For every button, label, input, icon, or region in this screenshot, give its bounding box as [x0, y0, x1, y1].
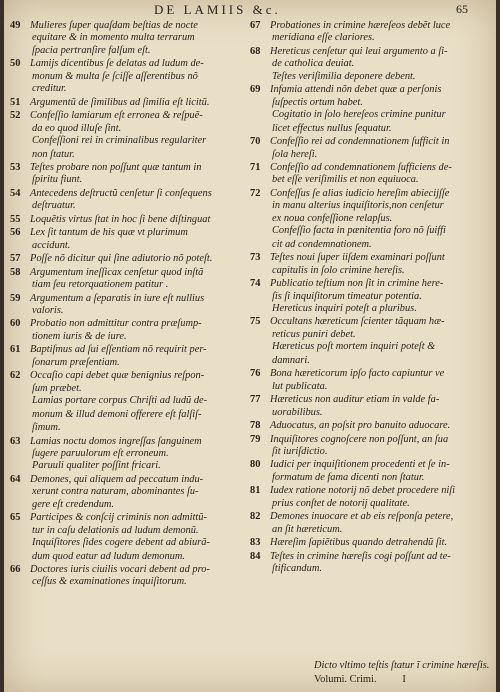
entry-text: Publicatio teſtium non ſit in crimine here- [270, 278, 444, 290]
entry-text: Hæreticus non auditur etiam in valde fa- [270, 394, 440, 406]
index-entry [10, 253, 240, 265]
index-entry [10, 344, 240, 369]
entry-number: 50 [10, 58, 21, 70]
index-entry [10, 436, 240, 473]
sub-entry-line: Confeſſio facta in pænitentia foro nõ ſuiffi [272, 225, 446, 237]
entry-number: 55 [10, 213, 21, 225]
entry-line [250, 265, 482, 277]
entry-text: Confeſſio ad condemnationem ſufficiens de- [270, 161, 452, 173]
entry-text: ſpiritu fiunt. [32, 174, 83, 186]
entry-line [250, 174, 482, 186]
index-entry [250, 252, 482, 277]
entry-line [10, 525, 240, 537]
entry-text: ſola hereſi. [272, 148, 318, 160]
sub-entry-line: dum quod eatur ad ludum demonum. [32, 550, 185, 562]
entry-text: equitare & in momento multa terrarum [32, 32, 195, 44]
entry-line [10, 110, 240, 122]
entry-line [250, 316, 482, 328]
entry-number: 70 [250, 136, 261, 148]
entry-text: Bona hæreticorum ipſo facto capiuntur ve [270, 368, 445, 380]
index-entry [10, 370, 240, 434]
entry-number: 59 [10, 292, 21, 304]
entry-number: 64 [10, 473, 21, 485]
entry-text: Baptiſmus ad ſui eſſentiam nõ requirit per- [30, 344, 207, 356]
entry-text: Lex ſit tantum de his quæ vt plurimum [30, 227, 188, 239]
entry-text: in manu alterius inquiſitoris,non cenſetur [272, 200, 444, 212]
entry-number: 77 [250, 394, 261, 406]
signature-line [314, 674, 494, 685]
entry-text: Inquiſitores cognoſcere non poſſunt, an ſua [270, 433, 449, 445]
index-entry [250, 394, 482, 419]
entry-line [250, 97, 482, 109]
entry-text: ſit iuriſdictio. [272, 445, 328, 457]
sub-entry-line: Confeſſioni rei in criminalibus regulariter [32, 135, 207, 147]
entry-text: ſonarum præſentiam. [32, 356, 120, 368]
entry-number: 76 [250, 368, 261, 380]
entry-number: 80 [250, 459, 261, 471]
entry-number: 58 [10, 266, 21, 278]
entry-line [250, 563, 482, 575]
index-entry [10, 110, 240, 161]
index-entry [10, 227, 240, 252]
entry-line [10, 436, 240, 448]
sub-entry-line: Cogitatio in ſolo hereſeos crimine punitur [272, 109, 446, 121]
index-entry [10, 20, 240, 57]
sub-entry-line: Hereticus inquiri poteſt a pluribus. [272, 302, 417, 314]
entry-line [10, 20, 240, 32]
entry-text: Mulieres ſuper quaſdam beſtias de nocte [30, 20, 198, 31]
entry-line [10, 357, 240, 369]
entry-number: 62 [10, 370, 21, 382]
entry-line [10, 214, 240, 226]
entry-line [10, 162, 240, 174]
index-entry [250, 551, 482, 576]
index-entry [10, 474, 240, 511]
entry-text: Teſtes in crimine hæreſis cogi poſſunt ad te- [270, 550, 451, 562]
entry-text: uorabilibus. [272, 406, 323, 418]
entry-number: 61 [10, 344, 21, 356]
entry-line [10, 45, 240, 57]
entry-text: lut publicata. [272, 380, 328, 392]
entry-line [10, 97, 240, 109]
page-number: 65 [456, 2, 468, 16]
entry-line [250, 420, 482, 432]
sub-entry-line: ſimum. [32, 422, 61, 434]
entry-number: 51 [10, 96, 21, 108]
signature-mark: Volumi. Crimi. I [314, 674, 406, 685]
entry-line [10, 279, 240, 291]
entry-number: 52 [10, 110, 21, 122]
entry-text: Participes & conſcij criminis non admittũ- [30, 512, 207, 524]
index-entry [250, 136, 482, 161]
entry-text: Demones inuocare et ab eis reſponſa petere, [270, 511, 454, 523]
catchword: Dicto vltimo teſtis ſtatur ĩ crimine hæreſis. [314, 660, 490, 671]
entry-number: 54 [10, 187, 21, 199]
sub-entry-line: Lamias portare corpus Chriſti ad ludũ de- [32, 395, 208, 407]
entry-text: Antecedens deſtructũ cenſetur ſi conſequens [30, 187, 212, 199]
entry-line [10, 267, 240, 279]
entry-text: Poſſe nõ dicitur qui ſine adiutorio nõ poteſt. [30, 253, 213, 265]
entry-number: 72 [250, 187, 261, 199]
entry-text: capitulis in ſolo crimine hereſis. [272, 264, 405, 276]
entry-text: ſuſpectis ortum habet. [272, 96, 363, 108]
entry-text: bet eſſe veriſimilis et non equiuoca. [272, 174, 419, 186]
entry-line [10, 200, 240, 212]
entry-line [10, 331, 240, 343]
sub-entry-line: cit ad condemnationem. [272, 238, 372, 250]
entry-line [10, 512, 240, 524]
entry-number: 78 [250, 420, 261, 432]
entry-text: Probationes in crimine hæreſeos debẽt luce [270, 20, 451, 31]
entry-line [250, 524, 482, 536]
entry-line [250, 446, 482, 458]
entry-line [250, 434, 482, 446]
entry-text: prius conſtet de notorij qualitate. [272, 497, 410, 509]
entry-line [250, 394, 482, 406]
entry-text: an ſit hæreticum. [272, 523, 343, 535]
entry-line [10, 32, 240, 44]
entry-text: Argumentũ de ſimilibus ad ſimilia eſt licitũ. [30, 96, 210, 108]
entry-line [10, 240, 240, 252]
index-entry [250, 46, 482, 83]
sub-entry-line: non ſtatur. [32, 148, 75, 160]
entry-text: deſtruatur. [32, 200, 76, 212]
running-title: DE LAMIIS &c. [154, 2, 281, 17]
index-entry [250, 459, 482, 484]
entry-line [250, 162, 482, 174]
entry-line [10, 253, 240, 265]
entry-number: 74 [250, 278, 261, 290]
sub-entry-line: Paruuli qualiter poſſint fricari. [32, 460, 161, 472]
entry-line [250, 407, 482, 419]
index-entry [250, 368, 482, 393]
entry-text: de catholica deuiat. [272, 58, 355, 70]
entry-text: ceſſus & examinationes inquiſitorum. [32, 576, 187, 588]
entry-text: Hæreſim ſapiẽtibus quando detrahendũ ſit. [270, 537, 448, 549]
index-entry [10, 188, 240, 213]
entry-text: Loquẽtis virtus ſtat in hoc ſi bene diſtinguat [30, 213, 211, 225]
entry-text: Hereticus cenſetur qui leui argumento a ſi- [270, 45, 448, 57]
left-column [10, 20, 240, 590]
entry-line [10, 318, 240, 330]
entry-text: Occaſio capi debet quæ benignius reſpon- [30, 370, 205, 382]
entry-number: 81 [250, 485, 261, 497]
entry-line [250, 551, 482, 563]
entry-number: 84 [250, 550, 261, 562]
entry-line [10, 370, 240, 382]
entry-text: Confeſſus ſe alias iudicio hereſim abiecijſſe [270, 187, 450, 199]
entry-line [250, 278, 482, 290]
entry-line [250, 32, 482, 44]
entry-line [250, 291, 482, 303]
entry-line [10, 576, 240, 588]
entry-number: 71 [250, 161, 261, 173]
entry-line [250, 252, 482, 264]
entry-text: formatum de fama dicenti non ſtatur. [272, 471, 425, 483]
entry-line [250, 58, 482, 70]
entry-text: ſtificandum. [272, 563, 322, 575]
entry-text: ſpacia pertranſire falſum eſt. [32, 44, 151, 56]
entry-line [250, 498, 482, 510]
entry-text: Probatio non admittitur contra præſump- [30, 318, 202, 330]
entry-number: 69 [250, 84, 261, 96]
sub-entry-line: monum & illud demoni offerere eſt falſiſ- [32, 408, 202, 420]
entry-text: tiam ſeu retorquationem patitur . [32, 279, 169, 291]
entry-line [10, 71, 240, 83]
sub-entry-line: Teſtes veriſimilia deponere debent. [272, 70, 416, 82]
entry-text: gere eſt credendum. [32, 498, 115, 510]
entry-line [10, 174, 240, 186]
entry-text: reticus puniri debet. [272, 328, 356, 340]
index-entry [10, 58, 240, 95]
entry-text: monum & multa ſe ſciſſe aſſerentibus nõ [32, 70, 198, 82]
entry-number: 65 [10, 512, 21, 524]
index-entry [10, 97, 240, 109]
entry-text: Aduocatus, an poſsit pro banuito aduocare. [270, 420, 451, 432]
book-page [4, 0, 496, 692]
entry-text: tur in caſu delationis ad ludum demonũ. [32, 524, 199, 536]
index-entry [250, 278, 482, 315]
entry-line [10, 123, 240, 135]
index-entry [250, 434, 482, 459]
entry-text: tionem iuris & de iure. [32, 330, 127, 342]
entry-number: 57 [10, 253, 21, 265]
entry-text: ex noua confeſſione relapſus. [272, 212, 393, 224]
entry-line [10, 383, 240, 395]
entry-line [250, 485, 482, 497]
entry-line [250, 188, 482, 200]
entry-line [250, 511, 482, 523]
entry-text: da eo quod illuſe ſint. [32, 122, 122, 134]
index-entry [10, 318, 240, 343]
entry-number: 67 [250, 20, 261, 31]
entry-line [10, 188, 240, 200]
entry-line [10, 83, 240, 95]
index-entry [10, 293, 240, 318]
entry-text: Confeſſio lamiarum eſt erronea & reſpuẽ- [30, 110, 203, 122]
entry-text: Lamijs dicentibus ſe delatas ad ludum de- [30, 58, 204, 70]
entry-number: 75 [250, 316, 261, 328]
index-entry [250, 511, 482, 536]
entry-text: Argumentum a ſeparatis in iure eſt nullius [30, 292, 205, 304]
index-entry [250, 84, 482, 135]
index-entry [250, 537, 482, 549]
entry-text: Doctores iuris ciuilis vocari debent ad pro- [30, 564, 210, 576]
entry-text: Demones, qui aliquem ad peccatum indu- [30, 473, 204, 485]
index-entry [250, 162, 482, 187]
entry-line [250, 20, 482, 32]
index-entry [250, 188, 482, 251]
entry-line [250, 213, 482, 225]
entry-line [250, 84, 482, 96]
entry-number: 68 [250, 45, 261, 57]
sub-entry-line: licet effectus nullus ſequatur. [272, 122, 392, 134]
entry-line [10, 227, 240, 239]
entry-line [10, 293, 240, 305]
entry-line [10, 58, 240, 70]
sub-entry-line: damnari. [272, 354, 310, 366]
entry-text: Iudex ratione notorij nõ debet procedere niſi [270, 485, 456, 497]
entry-number: 53 [10, 161, 21, 173]
entry-text: Argumentum ineſſicax cenſetur quod inſtã [30, 266, 204, 278]
sub-entry-line: Inquiſitores ſides cogere debent ad abiurã- [32, 537, 210, 549]
entry-line [10, 499, 240, 511]
right-column [250, 20, 482, 576]
entry-number: 60 [10, 318, 21, 330]
entry-line [250, 200, 482, 212]
entry-text: ſugere paruulorum eſt erroneum. [32, 447, 169, 459]
entry-text: accidunt. [32, 239, 71, 251]
index-entry [250, 20, 482, 45]
entry-line [10, 344, 240, 356]
entry-line [10, 448, 240, 460]
page-header [4, 2, 496, 18]
entry-text: meridiana eſſe clariores. [272, 32, 375, 44]
index-entry [250, 316, 482, 367]
entry-text: ſis ſi inquiſitorum timeatur potentia. [272, 290, 422, 302]
index-entry [10, 214, 240, 226]
entry-line [250, 149, 482, 161]
entry-text: Iudici per inquiſitionem procedenti et ſe in- [270, 459, 450, 471]
entry-line [250, 368, 482, 380]
entry-text: Lamias noctu domos ingreſſas ſanguinem [30, 435, 202, 447]
index-entry [10, 564, 240, 589]
entry-line [250, 136, 482, 148]
entry-text: xerunt contra naturam, abominantes ſu- [32, 486, 199, 498]
entry-line [250, 537, 482, 549]
entry-line [250, 472, 482, 484]
entry-text: Confeſſio rei ad condemnationem ſufficit in [270, 136, 450, 148]
entry-text: valoris. [32, 304, 64, 316]
entry-number: 49 [10, 20, 21, 31]
entry-number: 63 [10, 435, 21, 447]
entry-text: Teſtes noui ſuper iiſdem examinari poſſunt [270, 252, 445, 264]
entry-text: Teſtes probare non poſſunt quæ tantum in [30, 161, 202, 173]
entry-number: 82 [250, 511, 261, 523]
entry-line [250, 381, 482, 393]
entry-text: creditur. [32, 83, 67, 95]
sub-entry-line: Hæreticus poſt mortem inquiri poteſt & [272, 341, 436, 353]
entry-number: 73 [250, 252, 261, 264]
entry-text: Infamia attendi nõn debet quæ a perſonis [270, 84, 442, 96]
entry-line [250, 459, 482, 471]
entry-text: Occultans hæreticum ſcienter tãquam hæ- [270, 316, 445, 328]
index-entry [10, 267, 240, 292]
entry-text: ſum præbet. [32, 382, 82, 394]
index-entry [10, 162, 240, 187]
entry-line [250, 329, 482, 341]
index-entry [250, 420, 482, 432]
entry-number: 56 [10, 227, 21, 239]
index-entry [250, 485, 482, 510]
entry-number: 79 [250, 433, 261, 445]
entry-line [10, 564, 240, 576]
entry-number: 83 [250, 537, 261, 549]
entry-line [10, 486, 240, 498]
entry-line [10, 305, 240, 317]
entry-line [250, 46, 482, 58]
index-entry [10, 512, 240, 563]
entry-number: 66 [10, 564, 21, 576]
entry-line [10, 474, 240, 486]
